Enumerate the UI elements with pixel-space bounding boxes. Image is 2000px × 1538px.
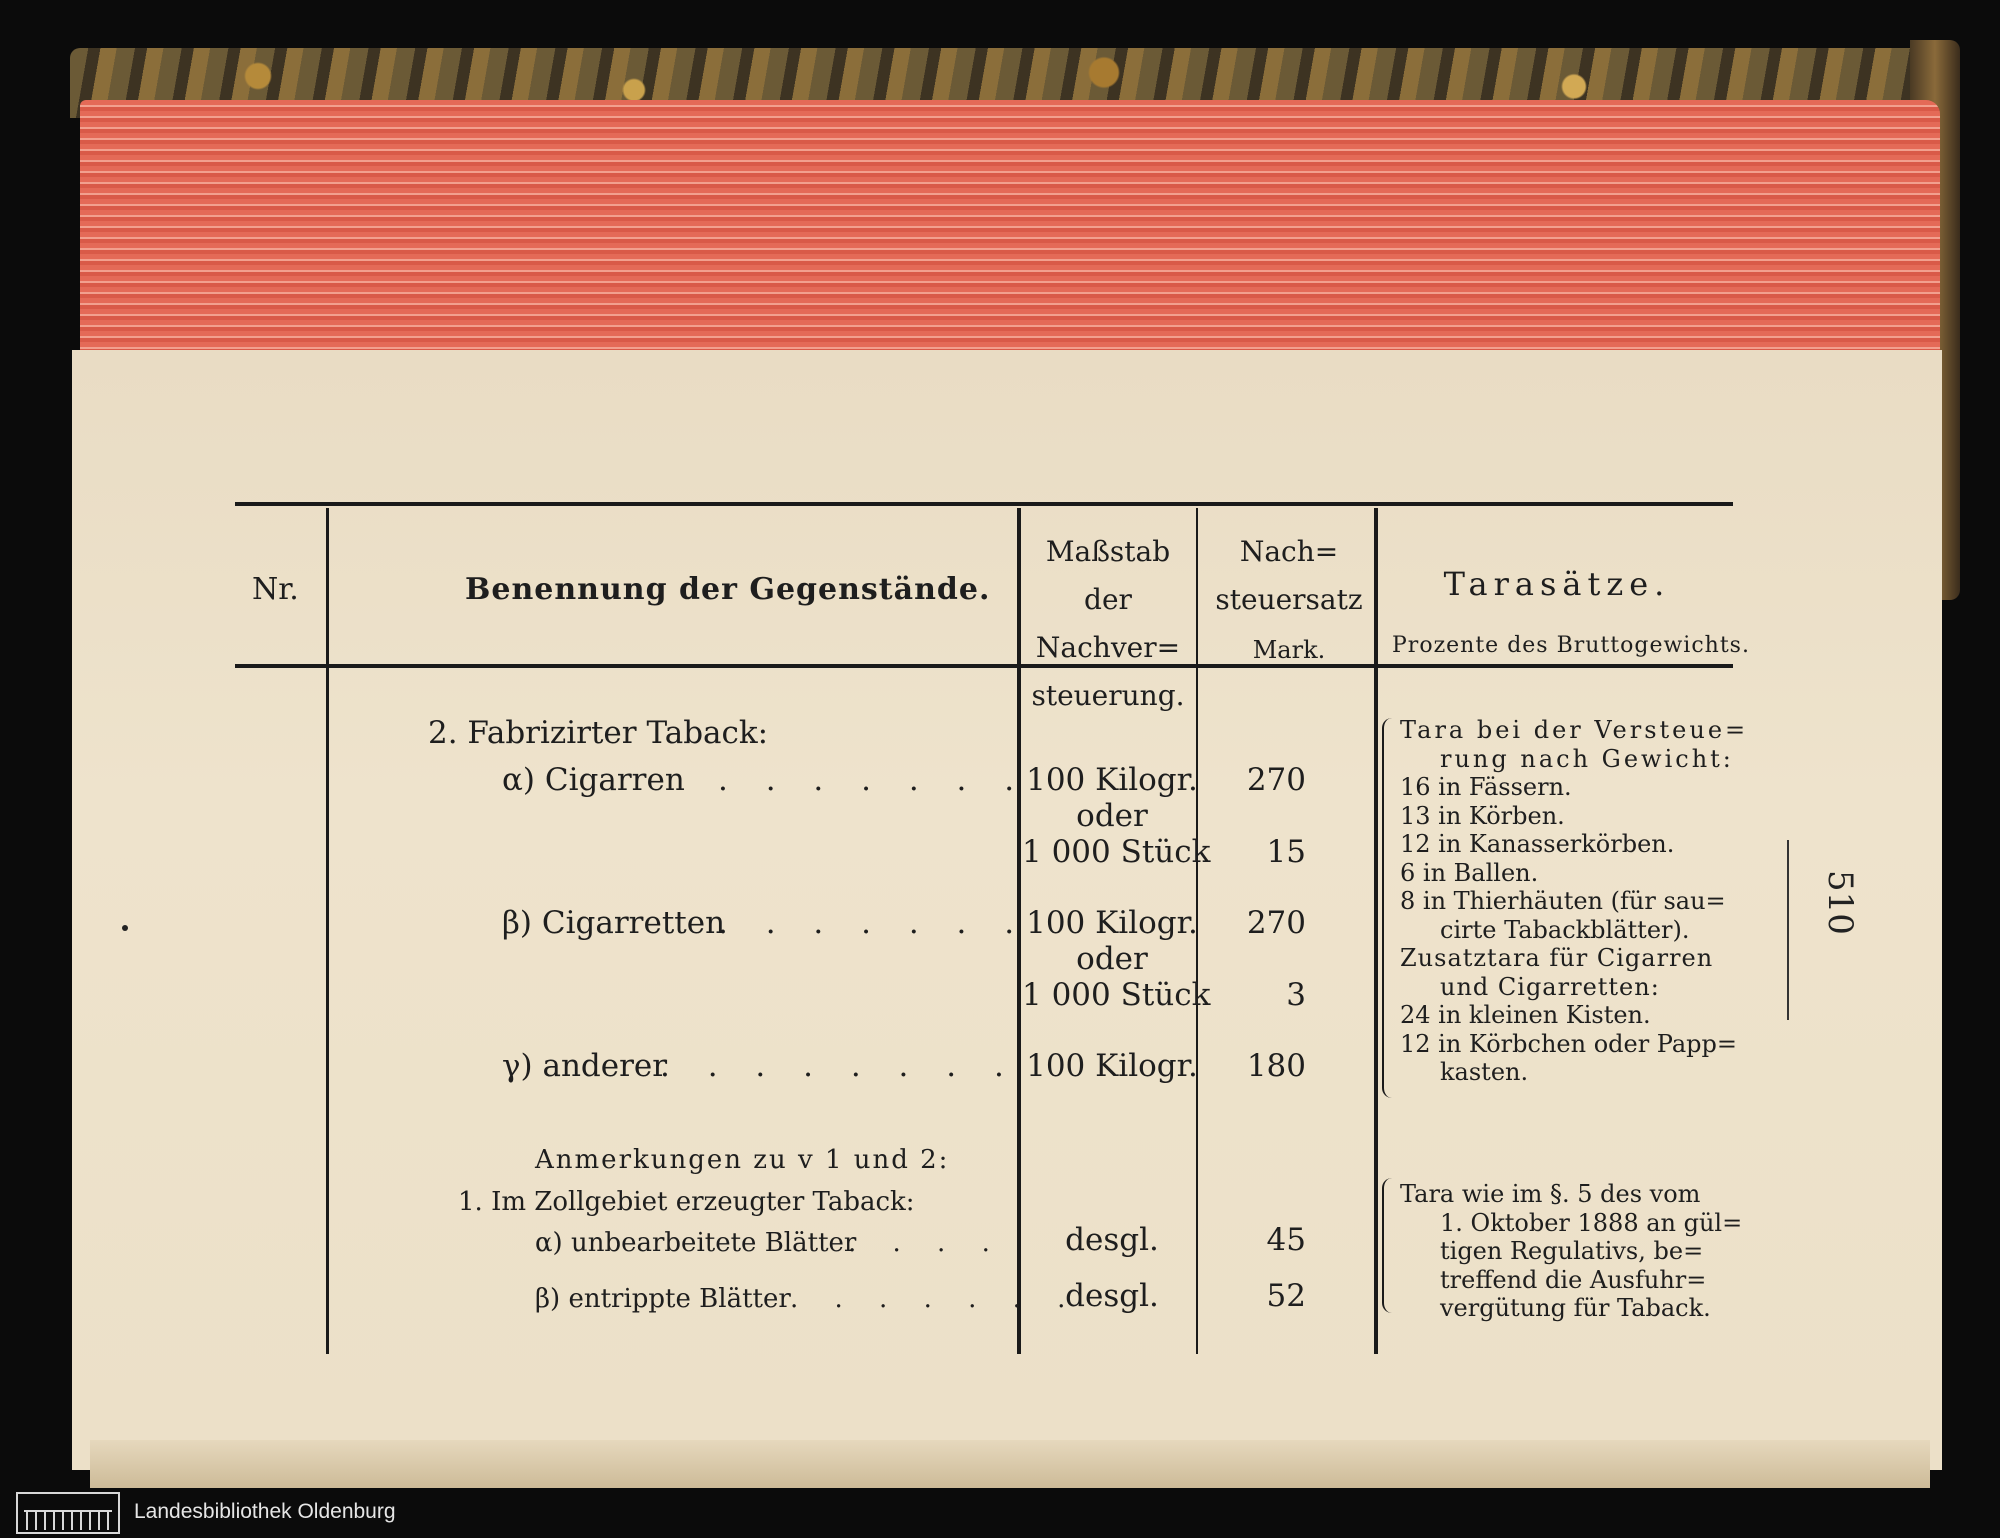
note-row-unit: desgl. bbox=[1065, 1222, 1159, 1258]
tara-line: Tara wie im §. 5 des vom bbox=[1400, 1180, 1701, 1208]
tara-note-block-1 bbox=[1400, 716, 1749, 1087]
row-value: 180 bbox=[1246, 1048, 1306, 1084]
tara-line: 1. Oktober 1888 an gül= bbox=[1440, 1208, 1743, 1237]
tara-line: und Cigarretten: bbox=[1440, 972, 1660, 1001]
row-label: α) Cigarren bbox=[502, 762, 685, 798]
header-mark-unit: Mark. bbox=[1252, 636, 1326, 664]
note-row-value: 45 bbox=[1266, 1222, 1306, 1258]
header-benennung: Benennung der Gegenstände. bbox=[465, 572, 991, 607]
row-value: 3 bbox=[1286, 977, 1306, 1013]
margin-dot bbox=[122, 925, 128, 931]
tara-note-block-2 bbox=[1400, 1180, 1745, 1323]
row-unit: 100 Kilogr. bbox=[1026, 762, 1198, 798]
section-title: 2. Fabrizirter Taback: bbox=[428, 715, 769, 751]
row-leader-dots: . . . . . . . bbox=[718, 762, 1029, 798]
tara-line: Zusatztara für Cigarren bbox=[1400, 944, 1714, 972]
header-tarasaetze: Tarasätze. bbox=[1443, 565, 1671, 603]
row-value: 270 bbox=[1246, 762, 1306, 798]
note-row-label: β) entrippte Blätter bbox=[535, 1284, 791, 1314]
page-number-rule bbox=[1787, 840, 1789, 1020]
note-1: 1. Im Zollgebiet erzeugter Taback: bbox=[458, 1187, 915, 1217]
tara-line: 13 in Körben. bbox=[1400, 801, 1565, 830]
row-unit: 1 000 Stück bbox=[1022, 834, 1211, 870]
library-logo-icon bbox=[16, 1492, 120, 1534]
row-unit: 1 000 Stück bbox=[1022, 977, 1211, 1013]
tara-line: Tara bei der Versteue= bbox=[1400, 716, 1749, 744]
page-edge-stack bbox=[80, 100, 1940, 360]
row-unit: 100 Kilogr. bbox=[1026, 1048, 1198, 1084]
tara-line: cirte Tabackblätter). bbox=[1440, 915, 1690, 944]
row-label: β) Cigarretten bbox=[502, 905, 726, 941]
tara-line: treffend die Ausfuhr= bbox=[1440, 1265, 1707, 1294]
row-unit: oder bbox=[1076, 798, 1148, 834]
row-leader-dots: . . . . . . . bbox=[718, 905, 1029, 941]
tara-line: 12 in Körbchen oder Papp= bbox=[1400, 1029, 1738, 1058]
row-label: γ) anderer bbox=[502, 1048, 668, 1084]
row-unit: oder bbox=[1076, 941, 1148, 977]
library-name: Landesbibliothek Oldenburg bbox=[134, 1500, 396, 1523]
tara-line: 12 in Kanasserkörben. bbox=[1400, 830, 1675, 858]
column-divider-tara bbox=[1374, 508, 1378, 1354]
header-prozente: Prozente des Bruttogewichts. bbox=[1392, 633, 1750, 658]
tara-line: 8 in Thierhäuten (für sau= bbox=[1400, 887, 1726, 915]
row-unit: 100 Kilogr. bbox=[1026, 905, 1198, 941]
row-leader-dots: . . . . . . . . bbox=[660, 1048, 1018, 1084]
tara-line: kasten. bbox=[1440, 1058, 1529, 1086]
tara-line: 16 in Fässern. bbox=[1400, 773, 1572, 801]
header-nachsteuersatz: Nach= steuersatz bbox=[1215, 535, 1363, 616]
tara-line: tigen Regulativs, be= bbox=[1440, 1237, 1704, 1265]
tara-line: vergütung für Taback. bbox=[1440, 1294, 1711, 1322]
page-bottom-edge bbox=[90, 1440, 1930, 1488]
page-number: 510 bbox=[1820, 870, 1860, 935]
tara-line: 24 in kleinen Kisten. bbox=[1400, 1001, 1651, 1029]
note-row-unit: desgl. bbox=[1065, 1278, 1159, 1314]
column-divider-nr bbox=[326, 508, 329, 1354]
header-massstab: Maßstab der Nachver= steuerung. bbox=[1031, 535, 1185, 712]
note-row-label: α) unbearbeitete Blätter bbox=[535, 1228, 857, 1258]
curly-brace bbox=[1382, 1178, 1396, 1313]
note-row-value: 52 bbox=[1266, 1278, 1306, 1314]
tara-line: 6 in Ballen. bbox=[1400, 858, 1539, 887]
header-nr: Nr. bbox=[252, 572, 299, 607]
row-value: 270 bbox=[1246, 905, 1306, 941]
tara-line: rung nach Gewicht: bbox=[1440, 744, 1734, 773]
header-bottom-rule bbox=[235, 664, 1733, 668]
note-row-leader-dots: . . . . . . . bbox=[790, 1284, 1080, 1314]
table-top-rule bbox=[235, 502, 1733, 506]
notes-title: Anmerkungen zu v 1 und 2: bbox=[535, 1145, 950, 1175]
curly-brace bbox=[1382, 718, 1396, 1098]
row-value: 15 bbox=[1266, 834, 1306, 870]
note-row-leader-dots: . . . . bbox=[848, 1228, 1004, 1258]
